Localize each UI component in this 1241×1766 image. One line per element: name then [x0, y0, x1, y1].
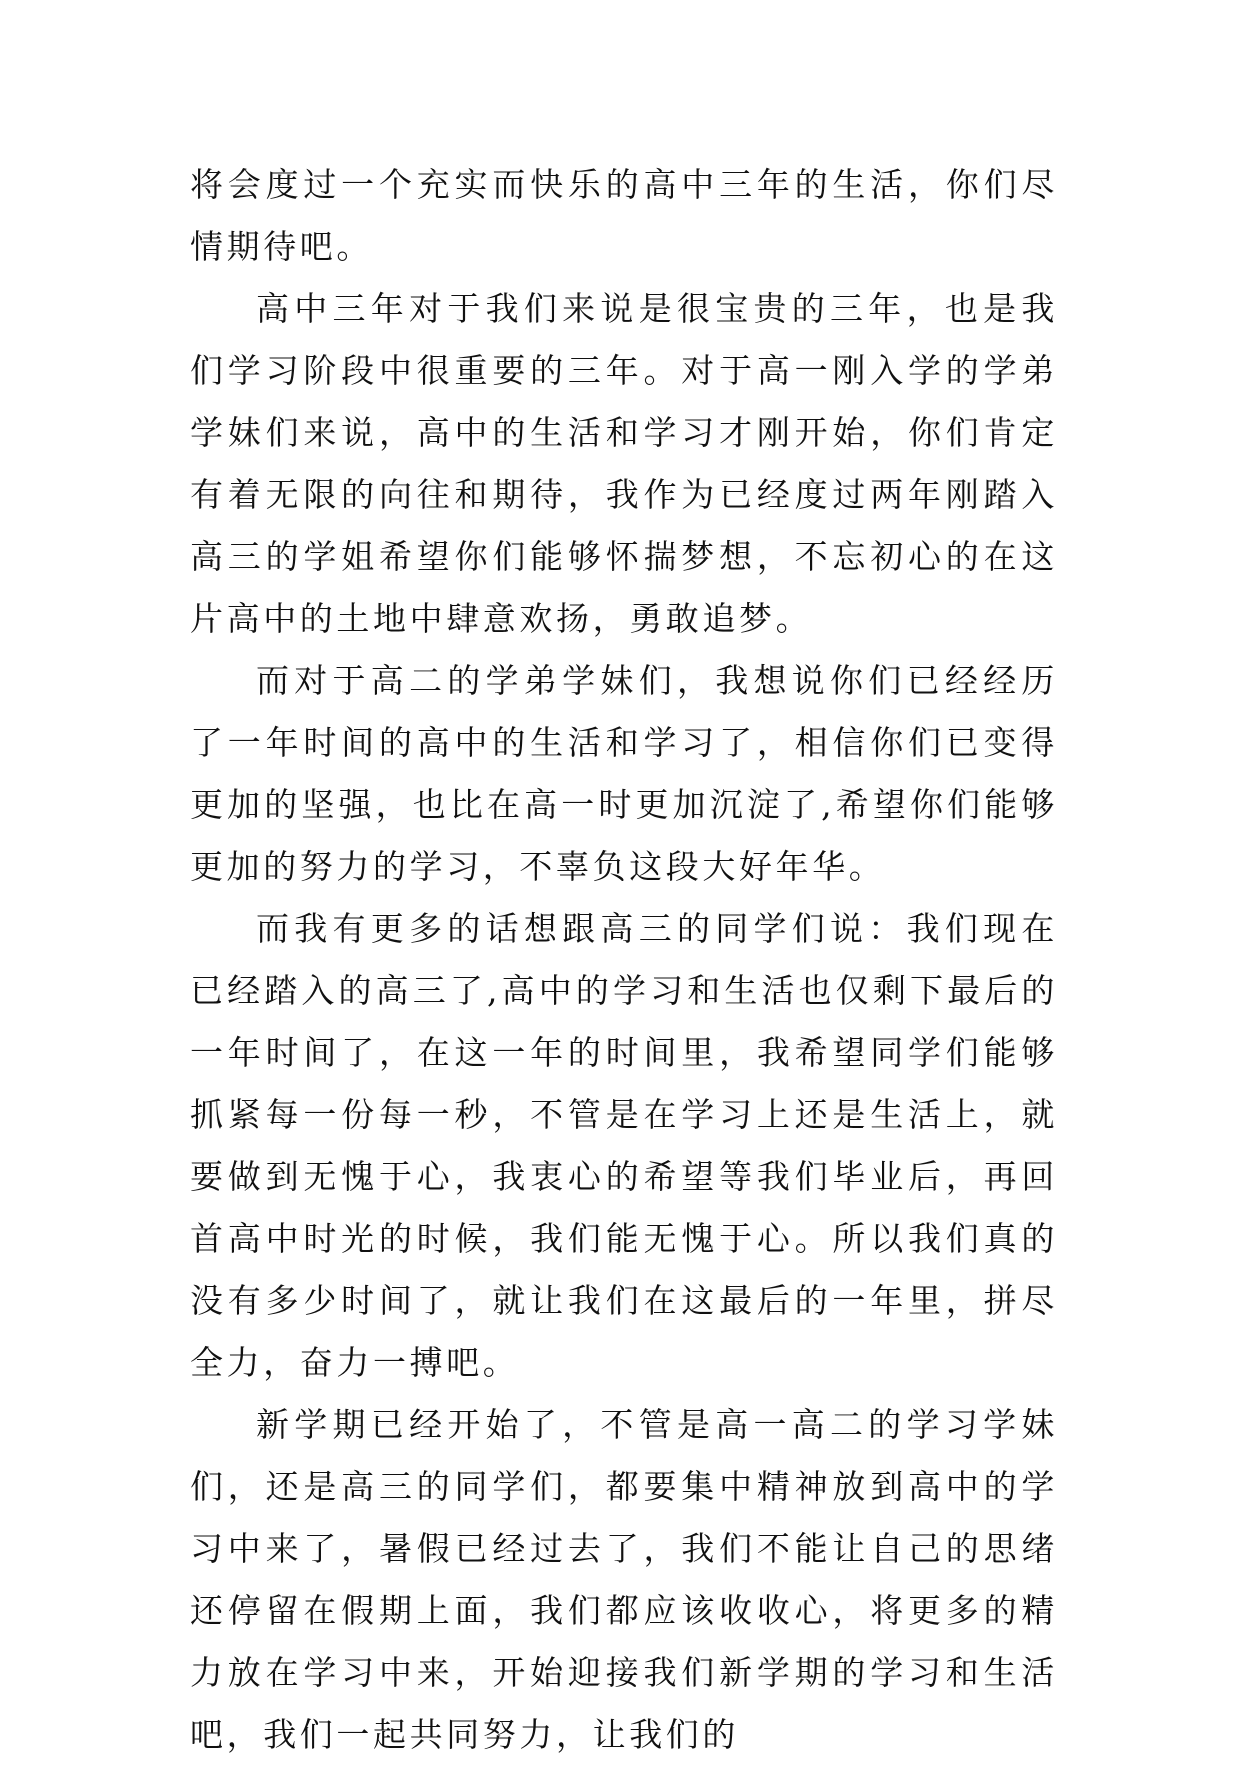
document-body — [190, 154, 1058, 1766]
paragraph-3: 而对于高二的学弟学妹们，我想说你们已经经历了一年时间的高中的生活和学习了，相信你们已变得更加的坚强，也比在高一时更加沉淀了,希望你们能够更加的努力的学习，不辜负这段大好年华。 — [190, 661, 1058, 886]
paragraph-4: 而我有更多的话想跟高三的同学们说：我们现在已经踏入的高三了,高中的学习和生活也仅剩下最后的一年时间了，在这一年的时间里，我希望同学们能够抓紧每一份每一秒，不管是在学习上还是生活上，就要做到无愧于心，我衷心的希望等我们毕业后，再回首高中时光的时候，我们能无愧于心。所以我们真的没有多少时间了，就让我们在这最后的一年里，拼尽全力，奋力一搏吧。 — [190, 909, 1058, 1382]
paragraph-2: 高中三年对于我们来说是很宝贵的三年，也是我们学习阶段中很重要的三年。对于高一刚入学的学弟学妹们来说，高中的生活和学习才刚开始，你们肯定有着无限的向往和期待，我作为已经度过两年刚踏入高三的学姐希望你们能够怀揣梦想，不忘初心的在这片高中的土地中肆意欢扬，勇敢追梦。 — [190, 289, 1058, 638]
paragraph-1: 将会度过一个充实而快乐的高中三年的生活，你们尽情期待吧。 — [190, 165, 1058, 266]
paragraph-5: 新学期已经开始了，不管是高一高二的学习学妹们，还是高三的同学们，都要集中精神放到高中的学习中来了，暑假已经过去了，我们不能让自己的思绪还停留在假期上面，我们都应该收收心，将更多的精力放在学习中来，开始迎接我们新学期的学习和生活吧，我们一起共同努力，让我们的 — [190, 1405, 1058, 1754]
